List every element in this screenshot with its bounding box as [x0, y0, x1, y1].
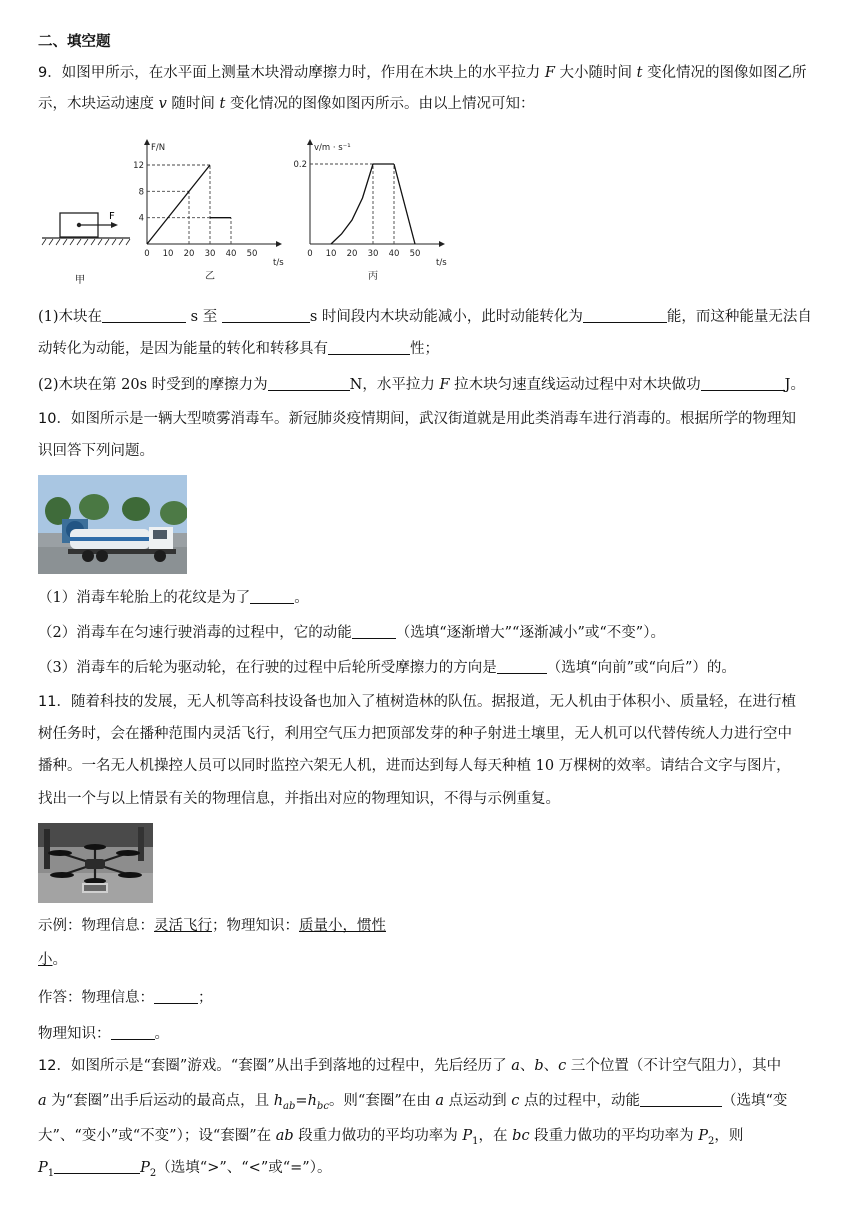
answer-blank[interactable] — [583, 308, 667, 323]
x-tick-label: 10 — [162, 249, 174, 259]
y-tick-label: 4 — [138, 213, 144, 224]
y-axis-arrow-icon — [144, 139, 150, 145]
answer-blank[interactable] — [640, 1092, 722, 1107]
x-tick-label: 50 — [246, 249, 258, 259]
data-line — [147, 165, 210, 244]
x-axis-arrow-icon — [276, 241, 282, 247]
data-line — [394, 164, 415, 244]
question-10-sub-2: （2）消毒车在匀速行驶消毒的过程中，它的动能 （选填“逐渐增大”“逐渐减小”或“不变”）。 — [38, 625, 665, 641]
y-axis-arrow-icon — [307, 139, 313, 145]
answer-blank[interactable] — [102, 308, 186, 323]
x-axis-label: t/s — [436, 258, 447, 268]
drone-photo — [38, 823, 153, 903]
question-10-line-2: 识回答下列问题。 — [38, 443, 154, 459]
question-10-line-1: 10．如图所示是一辆大型喷雾消毒车。新冠肺炎疫情期间，武汉街道就是用此类消毒车进行消毒的。根据所学的物理知 — [38, 411, 796, 427]
x-tick-label: 20 — [183, 249, 195, 259]
x-axis-arrow-icon — [439, 241, 445, 247]
section-title: 二、填空题 — [38, 34, 111, 50]
answer-blank[interactable] — [268, 376, 350, 391]
x-tick-label: 40 — [388, 249, 400, 259]
question-number: 11． — [38, 694, 71, 710]
question-10-sub-1: （1）消毒车轮胎上的花纹是为了 。 — [38, 590, 309, 606]
question-number: 9． — [38, 65, 62, 81]
question-number: 10． — [38, 411, 71, 427]
arrow-head-icon — [111, 222, 118, 228]
question-11-answer-2: 物理知识： 。 — [38, 1026, 169, 1042]
data-line — [331, 164, 373, 244]
y-axis-label: F/N — [151, 143, 166, 153]
figure-label: 乙 — [205, 271, 215, 282]
figure-label: 丙 — [368, 271, 378, 282]
x-tick-label: 20 — [346, 249, 358, 259]
question-11-line-3: 播种。一名无人机操控人员可以同时监控六架无人机，进而达到每人每天种植 10 万棵树的效率。请结合文字与图片， — [38, 758, 791, 774]
x-tick-label: 30 — [367, 249, 379, 259]
answer-blank[interactable] — [701, 376, 785, 391]
x-tick-label: 10 — [325, 249, 337, 259]
question-12-line-4: $P_1$ $P_2$（选填“>”、“<”或“=”）。 — [38, 1160, 332, 1179]
question-9-sub-2: (2)木块在第 20s 时受到的摩擦力为 N，水平拉力 F 拉木块匀速直线运动过程中对木块做功 J。 — [38, 377, 805, 393]
chart-yi — [125, 132, 295, 292]
y-tick-label: 12 — [133, 161, 144, 171]
force-label: F — [109, 211, 115, 222]
question-9-line-1: 9．如图甲所示，在水平面上测量木块滑动摩擦力时，作用在木块上的水平拉力 F 大小随时间 t 变化情况的图像如图乙所 — [38, 65, 807, 81]
answer-blank[interactable] — [54, 1159, 140, 1174]
x-axis-label: t/s — [273, 258, 284, 268]
question-9-sub-1-line-2: 动转化为动能，是因为能量的转化和转移具有 性； — [38, 341, 439, 357]
question-12-line-2: a 为“套圈”出手后运动的最高点，且 $h_{ab}=h_{bc}$。则“套圈”在由 a 点运动到 c 点的过程中，动能 （选填“变 — [38, 1093, 788, 1112]
question-9-line-2: 示，木块运动速度 v 随时间 t 变化情况的图像如图丙所示。由以上情况可知： — [38, 96, 535, 112]
question-11-line-1: 11．随着科技的发展，无人机等高科技设备也加入了植树造林的队伍。据报道，无人机由于体积小、质量轻，在进行植 — [38, 694, 796, 710]
x-tick-label: 0 — [144, 249, 150, 259]
x-tick-label: 30 — [204, 249, 216, 259]
question-11-line-2: 树任务时，会在播种范围内灵活飞行，利用空气压力把顶部发芽的种子射进土壤里，无人机可以代替传统人力进行空中 — [38, 726, 792, 742]
question-12-line-3: 大”、“变小”或“不变”）；设“套圈”在 ab 段重力做功的平均功率为 $P_1$，在 bc 段重力做功的平均功率为 $P_2$，则 — [38, 1128, 744, 1147]
answer-blank[interactable] — [250, 589, 294, 604]
x-tick-label: 40 — [225, 249, 237, 259]
x-tick-label: 0 — [307, 249, 313, 259]
figure-label: 甲 — [75, 275, 85, 286]
answer-blank[interactable] — [111, 1025, 155, 1040]
figure-jia — [38, 200, 138, 290]
answer-blank[interactable] — [328, 340, 410, 355]
question-number: 12． — [38, 1058, 71, 1074]
question-11-line-4: 找出一个与以上情景有关的物理信息，并指出对应的物理知识，不得与示例重复。 — [38, 791, 560, 807]
x-tick-label: 50 — [409, 249, 421, 259]
question-12-line-1: 12．如图所示是“套圈”游戏。“套圈”从出手到落地的过程中，先后经历了 a、b、c 三个位置（不计空气阻力），其中 — [38, 1058, 782, 1074]
question-9-sub-1-line-1: (1)木块在 s 至 s 时间段内木块动能减小，此时动能转化为 能，而这种能量无法自 — [38, 309, 812, 325]
answer-blank[interactable] — [154, 989, 198, 1004]
ground-hatch — [42, 239, 130, 245]
answer-blank[interactable] — [497, 659, 547, 674]
answer-blank[interactable] — [222, 308, 310, 323]
question-11-example-line-2: 小。 — [38, 952, 67, 968]
y-axis-label: v/m · s⁻¹ — [314, 143, 351, 153]
question-11-answer-1: 作答：物理信息： ； — [38, 990, 213, 1006]
disinfection-truck-photo — [38, 475, 187, 574]
answer-blank[interactable] — [352, 624, 396, 639]
chart-bing — [290, 132, 450, 292]
y-tick-label: 0.2 — [293, 160, 307, 170]
question-10-sub-3: （3）消毒车的后轮为驱动轮，在行驶的过程中后轮所受摩擦力的方向是 （选填“向前”或“向后”）的。 — [38, 660, 736, 676]
question-11-example-line-1: 示例：物理信息：灵活飞行；物理知识：质量小，惯性 — [38, 918, 386, 934]
y-tick-label: 8 — [138, 187, 144, 198]
